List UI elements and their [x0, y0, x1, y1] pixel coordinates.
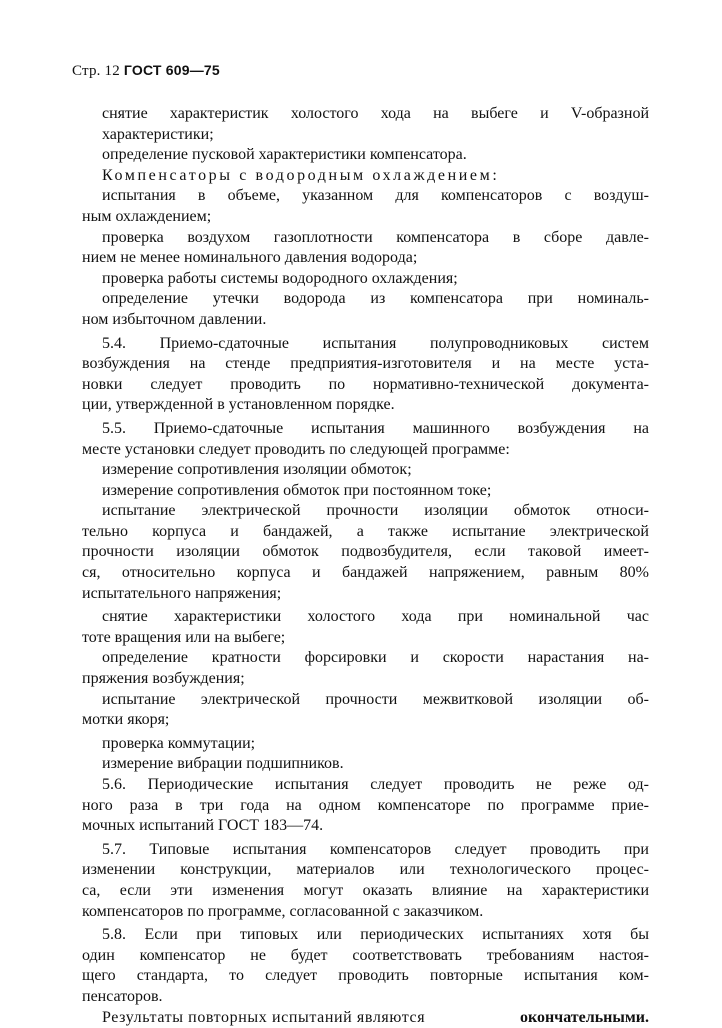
- text-line: характеристики;: [102, 125, 214, 143]
- text-line: проверка воздухом газоплотности компенсатора в сборе давле-: [102, 228, 649, 246]
- text-line: щего стандарта, то следует проводить повторные испытания ком-: [82, 967, 649, 985]
- paragraph: [82, 269, 649, 290]
- text-line: са, если эти изменения могут оказать влияние на характеристики: [82, 881, 649, 899]
- text-line: измерение вибрации подшипников.: [102, 755, 344, 773]
- text-line: месте установки следует проводить по следующей программе:: [82, 440, 510, 458]
- text-line: возбуждения на стенде предприятия-изготовителя и на месте уста-: [82, 355, 649, 373]
- text-line: тельно корпуса и бандажей, а также испытание электрической: [82, 522, 649, 540]
- text-line: проверка работы системы водородного охлаждения;: [102, 269, 458, 287]
- text-line: 5.4. Приемо-сдаточные испытания полупроводниковых систем: [102, 334, 649, 352]
- standard-number: ГОСТ 609—75: [123, 62, 220, 78]
- page-number: Стр. 12: [72, 63, 120, 79]
- text-line: ся, относительно корпуса и бандажей напряжением, равным 80%: [82, 564, 649, 582]
- document-body: [82, 104, 649, 1028]
- paragraph: [82, 1008, 649, 1028]
- text-line: тоте вращения или на выбеге;: [82, 628, 286, 646]
- text-line: 5.6. Периодические испытания следует проводить не реже од-: [102, 776, 649, 793]
- text-line: пенсаторов.: [82, 987, 163, 1005]
- text-line: определение кратности форсировки и скорости нарастания на-: [102, 649, 649, 667]
- text-line: испытания в объеме, указанном для компенсаторов с воздуш-: [102, 187, 649, 205]
- paragraph: [82, 925, 649, 1007]
- paragraph: [82, 289, 649, 330]
- text-line: ции, утвержденной в установленном порядке.: [82, 396, 395, 414]
- paragraph: [82, 734, 649, 755]
- text-line: определение пусковой характеристики компенсатора.: [102, 146, 467, 164]
- text-line: прочности изоляции обмоток подвозбудителя, если таковой имеет-: [82, 543, 649, 561]
- paragraph: [82, 460, 649, 481]
- text-line: 5.7. Типовые испытания компенсаторов следует проводить при: [102, 840, 649, 858]
- text-line: мотки якоря;: [82, 711, 170, 729]
- paragraph: [82, 840, 649, 922]
- text-line: 5.5. Приемо-сдаточные испытания машинного возбуждения на: [102, 419, 649, 437]
- text-line: Компенсаторы с водородным охлаждением:: [102, 166, 500, 184]
- text-line: Результаты повторных испытаний являются: [102, 1008, 426, 1026]
- paragraph: [82, 334, 649, 416]
- paragraph: [82, 104, 649, 145]
- paragraph: [82, 145, 649, 166]
- text-line: новки следует проводить по нормативно-технической документа-: [82, 375, 649, 393]
- text-line: проверка коммутации;: [102, 734, 256, 752]
- text-line: нием не менее номинального давления водорода;: [82, 249, 418, 267]
- text-line: испытание электрической прочности изоляции обмоток относи-: [102, 502, 649, 520]
- paragraph: [82, 481, 649, 502]
- text-line: определение утечки водорода из компенсатора при номиналь-: [102, 290, 649, 308]
- text-line: ном избыточном давлении.: [82, 310, 267, 328]
- text-line: пряжения возбуждения;: [82, 670, 245, 688]
- paragraph: [82, 775, 649, 837]
- text-line: снятие характеристик холостого хода на выбеге и V-образной: [102, 105, 649, 122]
- text-line: ного раза в три года на одном компенсаторе по программе прие-: [82, 796, 649, 814]
- paragraph: [82, 648, 649, 689]
- text-line: снятие характеристики холостого хода при номинальной час: [102, 608, 649, 626]
- paragraph: [82, 419, 649, 460]
- paragraph: [82, 690, 649, 731]
- paragraph: [82, 754, 649, 775]
- paragraph: [82, 501, 649, 604]
- text-line: испытание электрической прочности межвитковой изоляции об-: [102, 690, 649, 708]
- text-line-bold: окончательными.: [519, 1008, 649, 1026]
- paragraph: [82, 228, 649, 269]
- text-line: 5.8. Если при типовых или периодических испытаниях хотя бы: [102, 926, 649, 944]
- paragraph: [82, 607, 649, 648]
- page-header: [72, 62, 220, 80]
- section-heading: [82, 166, 649, 187]
- text-line: изменении конструкции, материалов или технологического процес-: [82, 861, 649, 879]
- text-line: мочных испытаний ГОСТ 183—74.: [82, 817, 324, 835]
- paragraph: [82, 186, 649, 227]
- text-line: ным охлаждением;: [82, 207, 212, 225]
- text-line: измерение сопротивления обмоток при постоянном токе;: [102, 481, 492, 499]
- text-line: измерение сопротивления изоляции обмоток;: [102, 461, 412, 479]
- text-line: один компенсатор не будет соответствовать требованиям настоя-: [82, 946, 649, 964]
- text-line: испытательного напряжения;: [82, 584, 282, 602]
- text-line: компенсаторов по программе, согласованной с заказчиком.: [82, 902, 484, 920]
